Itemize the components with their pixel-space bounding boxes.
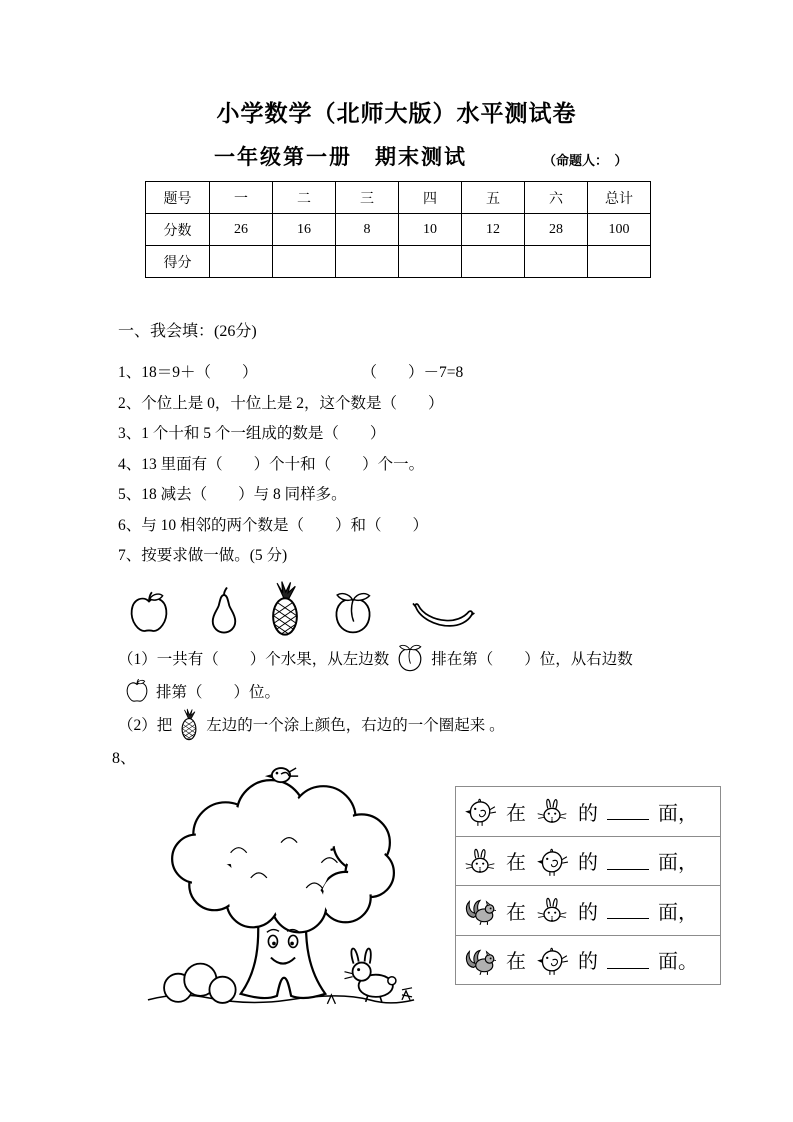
- question-1-right: （ ）－7=8: [361, 364, 464, 381]
- page-subtitle: 一年级第一册 期末测试: [214, 145, 467, 169]
- chick-icon: [535, 844, 569, 878]
- squirrel-icon: [463, 893, 497, 927]
- answer-blank: [607, 951, 649, 969]
- table-cell-empty: [336, 246, 399, 278]
- answer-blank: [607, 852, 649, 870]
- question-8-label: 8、: [112, 750, 137, 767]
- table-cell: 三: [336, 182, 399, 214]
- exam-author-note: （命题人： ）: [543, 153, 628, 168]
- panel-word: 的: [578, 901, 598, 924]
- position-panel: [455, 786, 721, 985]
- table-cell: 四: [399, 182, 462, 214]
- pear-icon: [206, 586, 242, 634]
- panel-word: 面，: [658, 901, 698, 924]
- answer-blank: [607, 901, 649, 919]
- rabbit-icon: [345, 949, 413, 1002]
- peach-icon: [330, 590, 376, 636]
- table-cell: 五: [462, 182, 525, 214]
- sub-question-1-line2: [118, 675, 748, 708]
- answer-blank: [607, 802, 649, 820]
- question-5: 5、18 减去（ ）与 8 同样多。: [118, 486, 347, 503]
- squirrel-icon: [463, 943, 497, 977]
- sub-question-2-text-b: 左边的一个涂上颜色，右边的一个圈起来 。: [206, 717, 505, 734]
- chick-icon: [463, 794, 497, 828]
- question-3: 3、1 个十和 5 个一组成的数是（ ）: [118, 425, 386, 442]
- rabbit-icon: [535, 893, 569, 927]
- table-cell: 六: [525, 182, 588, 214]
- table-cell: 10: [399, 214, 462, 246]
- table-row-obtained-score: [146, 246, 651, 278]
- peach-icon: [395, 643, 425, 673]
- sub-question-1-text-c: 排第（ ）位。: [156, 684, 281, 701]
- table-cell: 二: [273, 182, 336, 214]
- table-row-points: [146, 214, 651, 246]
- question-4: 4、13 里面有（ ）个十和（ ）个一。: [118, 455, 425, 473]
- table-cell-empty: [273, 246, 336, 278]
- rabbit-icon: [535, 794, 569, 828]
- sub-question-1-text-a: （1）一共有（ ）个水果，从左边数: [118, 651, 390, 668]
- panel-word: 面。: [658, 951, 698, 974]
- table-cell-empty: [210, 246, 273, 278]
- panel-row: [456, 837, 720, 887]
- panel-row: [456, 936, 720, 985]
- table-cell-empty: [399, 246, 462, 278]
- tree-illustration: [128, 762, 434, 1014]
- table-cell: 12: [462, 214, 525, 246]
- table-cell: 8: [336, 214, 399, 246]
- table-cell: 16: [273, 214, 336, 246]
- table-cell-empty: [525, 246, 588, 278]
- apple-icon: [126, 590, 172, 636]
- section-one: [118, 318, 748, 741]
- panel-word: 在: [506, 802, 526, 825]
- table-cell: 一: [210, 182, 273, 214]
- panel-word: 在: [506, 852, 526, 875]
- question-2: 2、个位上是 0，十位上是 2，这个数是（ ）: [118, 394, 444, 412]
- panel-word: 的: [578, 802, 598, 825]
- row-label: 得分: [146, 246, 210, 278]
- row-label: 题号: [146, 182, 210, 214]
- table-cell: 28: [525, 214, 588, 246]
- panel-word: 的: [578, 951, 598, 974]
- pineapple-icon: [178, 708, 200, 741]
- sub-question-2-text-a: （2）把: [118, 717, 173, 734]
- table-cell: 总计: [588, 182, 651, 214]
- pineapple-icon: [266, 580, 304, 637]
- table-cell-empty: [588, 246, 651, 278]
- question-1-left: 1、18＝9＋（ ）: [118, 364, 258, 381]
- score-table: [145, 181, 651, 278]
- apple-icon: [124, 678, 150, 704]
- sub-question-1-line1: [118, 642, 748, 675]
- question-7: 7、按要求做一做。(5 分): [118, 547, 288, 564]
- panel-row: [456, 886, 720, 936]
- row-label: 分数: [146, 214, 210, 246]
- panel-word: 面，: [658, 802, 698, 825]
- panel-row: [456, 787, 720, 837]
- sub-question-2: [118, 708, 748, 741]
- page-title: 小学数学（北师大版）水平测试卷: [216, 101, 577, 126]
- sub-question-1-text-b: 排在第（ ）位，从右边数: [431, 651, 633, 668]
- question-6: 6、与 10 相邻的两个数是（ ）和（ ）: [118, 516, 429, 534]
- question-1: [118, 358, 748, 389]
- section-one-heading: 一、我会填：(26分): [118, 323, 257, 340]
- panel-word: 面，: [658, 852, 698, 875]
- fruit-row: [118, 578, 748, 642]
- panel-word: 在: [506, 951, 526, 974]
- rabbit-icon: [463, 844, 497, 878]
- table-cell: 26: [210, 214, 273, 246]
- table-row-question-numbers: [146, 182, 651, 214]
- panel-word: 在: [506, 901, 526, 924]
- table-cell-empty: [462, 246, 525, 278]
- table-cell: 100: [588, 214, 651, 246]
- banana-icon: [410, 600, 476, 630]
- chick-icon: [535, 943, 569, 977]
- panel-word: 的: [578, 852, 598, 875]
